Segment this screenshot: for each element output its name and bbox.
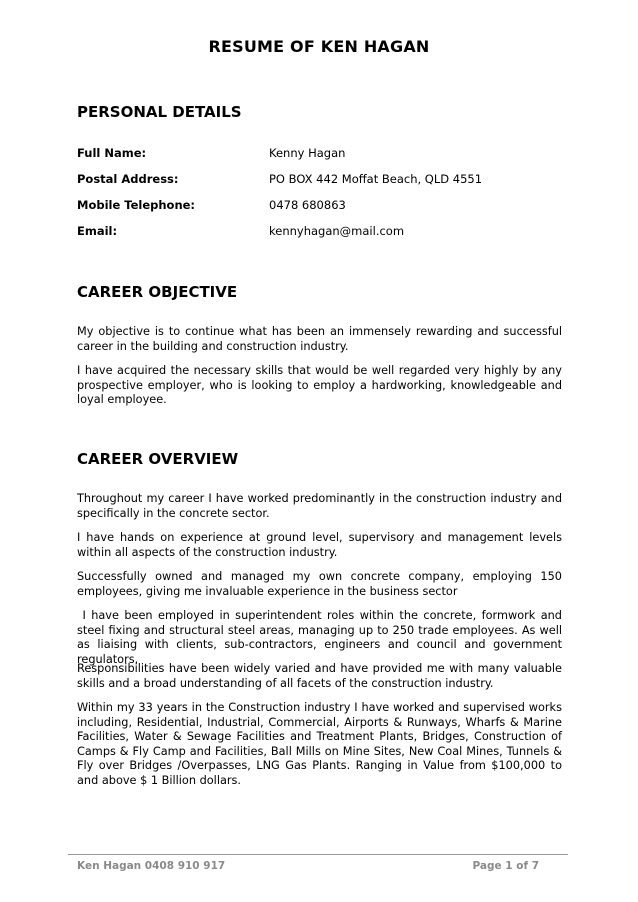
- career-objective-paragraph: My objective is to continue what has been an immensely rewarding and successful career in the building and construction industry.: [77, 325, 562, 353]
- footer-page-number: Page 1 of 7: [472, 860, 539, 872]
- footer-contact: Ken Hagan 0408 910 917: [77, 860, 226, 872]
- footer-divider: [68, 854, 568, 855]
- career-overview-paragraph: I have been employed in superintendent roles within the concrete, formwork and steel fixing and structural steel areas, managing up to 250 trade employees. As well as liaising with clients, sub-contractors, engineers and council and government regulators.: [77, 609, 566, 666]
- career-overview-paragraph: Within my 33 years in the Construction industry I have worked and supervised works including, Residential, Industrial, Commercial, Airports & Runways, Wharfs & Marine Facilities, Water & Sewage Facilities and Treatment Plants, Bridges, Construction of Camps & Fly Camp and Facilities, Ball Mills on Mine Sites, New Coal Mines, Tunnels & Fly over Bridges /Overpasses, LNG Gas Plants. Ranging in Value from $100,000 to and above $ 1 Billion dollars.: [77, 701, 562, 787]
- postal-address-value: PO BOX 442 Moffat Beach, QLD 4551: [269, 172, 483, 186]
- career-overview-heading: CAREER OVERVIEW: [77, 450, 239, 468]
- document-title: RESUME OF KEN HAGAN: [208, 37, 430, 56]
- postal-address-label: Postal Address:: [77, 172, 179, 186]
- career-overview-paragraph: Throughout my career I have worked predominantly in the construction industry and specifically in the concrete sector.: [77, 492, 562, 520]
- career-objective-paragraph: I have acquired the necessary skills that would be well regarded very highly by any prospective employer, who is looking to employ a hardworking, knowledgeable and loyal employee.: [77, 364, 562, 406]
- personal-details-heading: PERSONAL DETAILS: [77, 103, 242, 121]
- email-value: kennyhagan@mail.com: [269, 224, 405, 238]
- mobile-telephone-value: 0478 680863: [269, 198, 346, 212]
- career-overview-paragraph: I have hands on experience at ground level, supervisory and management levels within all aspects of the construction industry.: [77, 531, 562, 559]
- career-overview-paragraph: Successfully owned and managed my own concrete company, employing 150 employees, giving me invaluable experience in the business sector: [77, 570, 562, 598]
- email-label: Email:: [77, 224, 118, 238]
- full-name-value: Kenny Hagan: [269, 146, 346, 160]
- career-objective-heading: CAREER OBJECTIVE: [77, 283, 238, 301]
- full-name-label: Full Name:: [77, 146, 147, 160]
- career-overview-paragraph: Responsibilities have been widely varied and have provided me with many valuable skills and a broad understanding of all facets of the construction industry.: [77, 662, 562, 690]
- mobile-telephone-label: Mobile Telephone:: [77, 198, 196, 212]
